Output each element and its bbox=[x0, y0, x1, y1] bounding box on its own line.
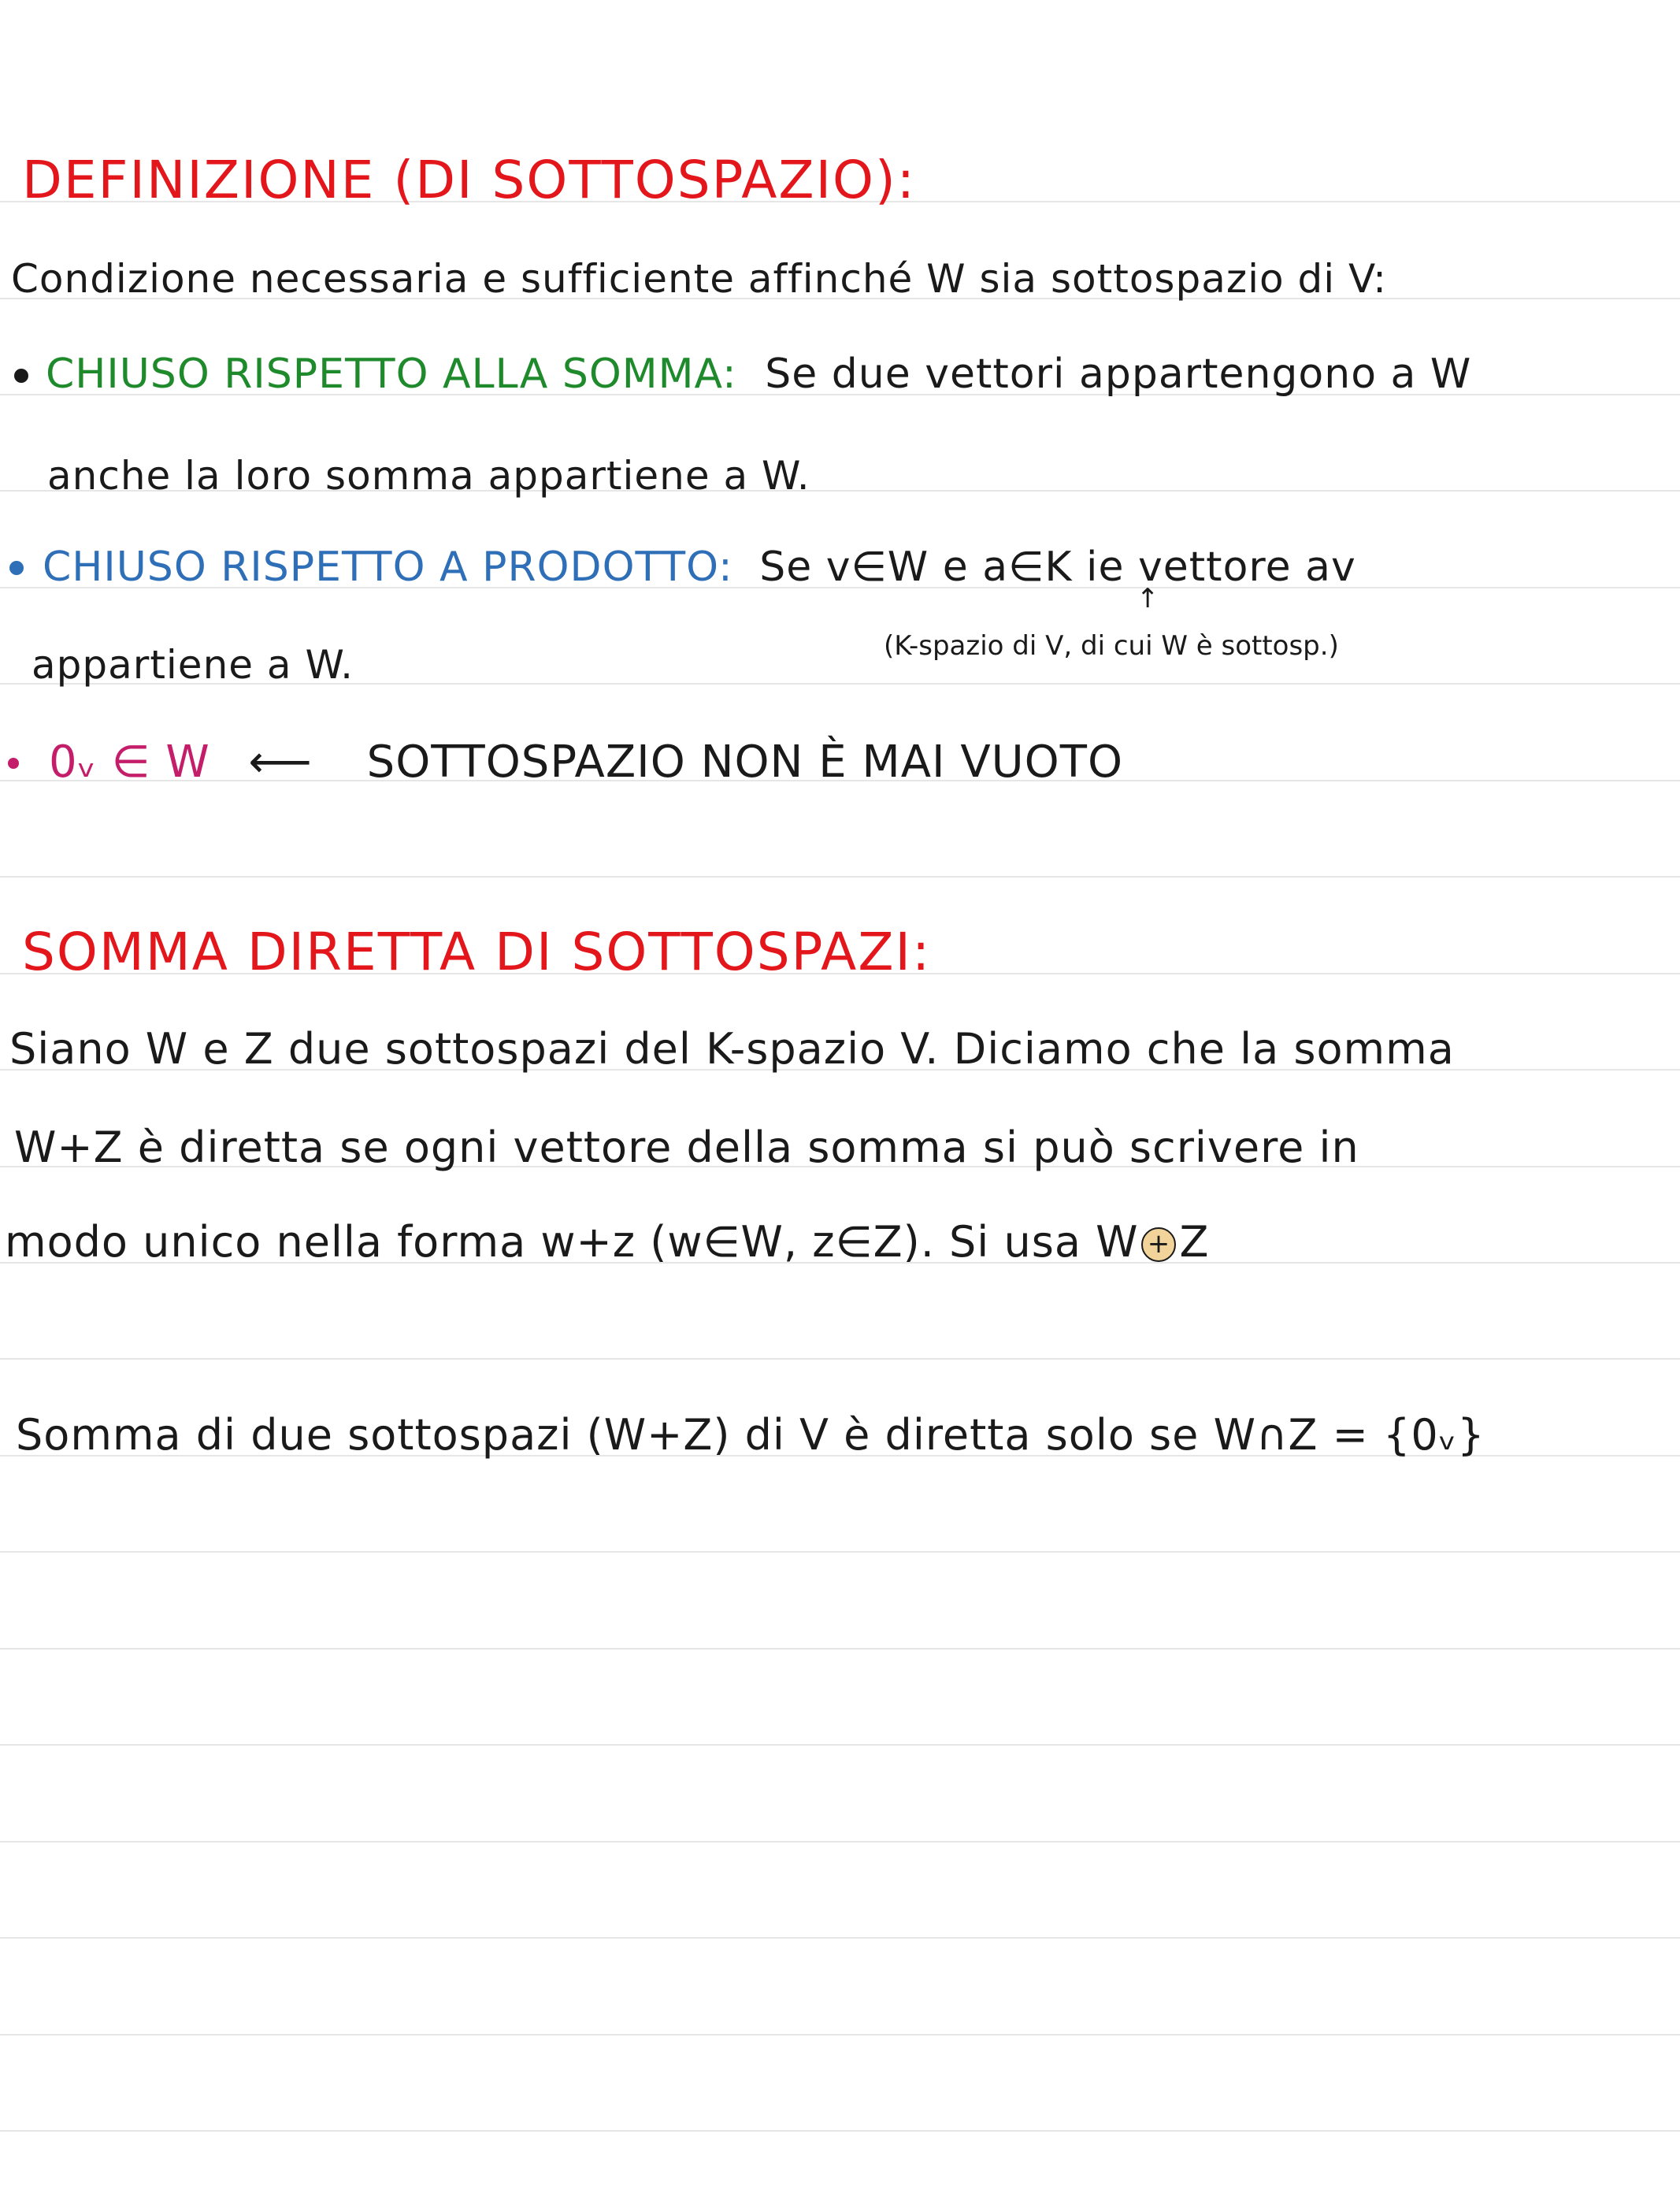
ruled-line bbox=[0, 2130, 1680, 2132]
bullet1-label: CHIUSO RISPETTO ALLA SOMMA: bbox=[46, 351, 737, 398]
up-arrow-icon: ↑ bbox=[1137, 583, 1159, 614]
ruled-line bbox=[0, 1358, 1680, 1360]
bullet2-row bbox=[43, 544, 1356, 591]
bullet-dot bbox=[8, 758, 19, 769]
ruled-line bbox=[0, 1937, 1680, 1939]
left-arrow-icon: ⟵ bbox=[248, 737, 313, 788]
bullet1-row bbox=[46, 351, 1471, 398]
somma-line-3-text: modo unico nella forma w+z (w∈W, z∈Z). Si usa W bbox=[5, 1217, 1139, 1267]
ruled-line bbox=[0, 2034, 1680, 2036]
bullet-dot bbox=[9, 561, 24, 575]
ruled-line bbox=[0, 1551, 1680, 1553]
definition-title: DEFINIZIONE (DI SOTTOSPAZIO): bbox=[22, 150, 916, 210]
somma-line-3 bbox=[5, 1217, 1209, 1267]
somma-line-1: Siano W e Z due sottospazi del K-spazio V. Diciamo che la somma bbox=[9, 1024, 1455, 1074]
direct-sum-icon: + bbox=[1141, 1227, 1176, 1262]
somma-line-2: W+Z è diretta se ogni vettore della somma si può scrivere in bbox=[14, 1123, 1359, 1172]
ruled-line bbox=[0, 876, 1680, 878]
ruled-line bbox=[0, 1841, 1680, 1843]
somma-title: SOMMA DIRETTA DI SOTTOSPAZI: bbox=[22, 922, 932, 982]
ruled-line bbox=[0, 1744, 1680, 1746]
bullet2-text: Se v∈W e a∈K ie vettore av bbox=[759, 544, 1356, 591]
bullet2-continuation: appartiene a W. bbox=[32, 642, 354, 688]
somma-line-3-end: Z bbox=[1179, 1217, 1210, 1267]
bullet3-label: 0ᵥ ∈ W bbox=[49, 737, 210, 788]
ruled-line bbox=[0, 1648, 1680, 1650]
definition-intro: Condizione necessaria e sufficiente affinché W sia sottospazio di V: bbox=[11, 256, 1387, 302]
bullet1-text: Se due vettori appartengono a W bbox=[765, 351, 1472, 398]
somma-condition: Somma di due sottospazi (W+Z) di V è diretta solo se W∩Z = {0ᵥ} bbox=[16, 1410, 1485, 1460]
bullet3-text: SOTTOSPAZIO NON È MAI VUOTO bbox=[366, 737, 1124, 788]
bullet-dot bbox=[14, 369, 28, 383]
bullet3-row bbox=[49, 737, 1123, 788]
bullet2-label: CHIUSO RISPETTO A PRODOTTO: bbox=[43, 544, 733, 591]
bullet1-continuation: anche la loro somma appartiene a W. bbox=[47, 453, 810, 499]
bullet2-note: (K-spazio di V, di cui W è sottosp.) bbox=[884, 630, 1339, 662]
